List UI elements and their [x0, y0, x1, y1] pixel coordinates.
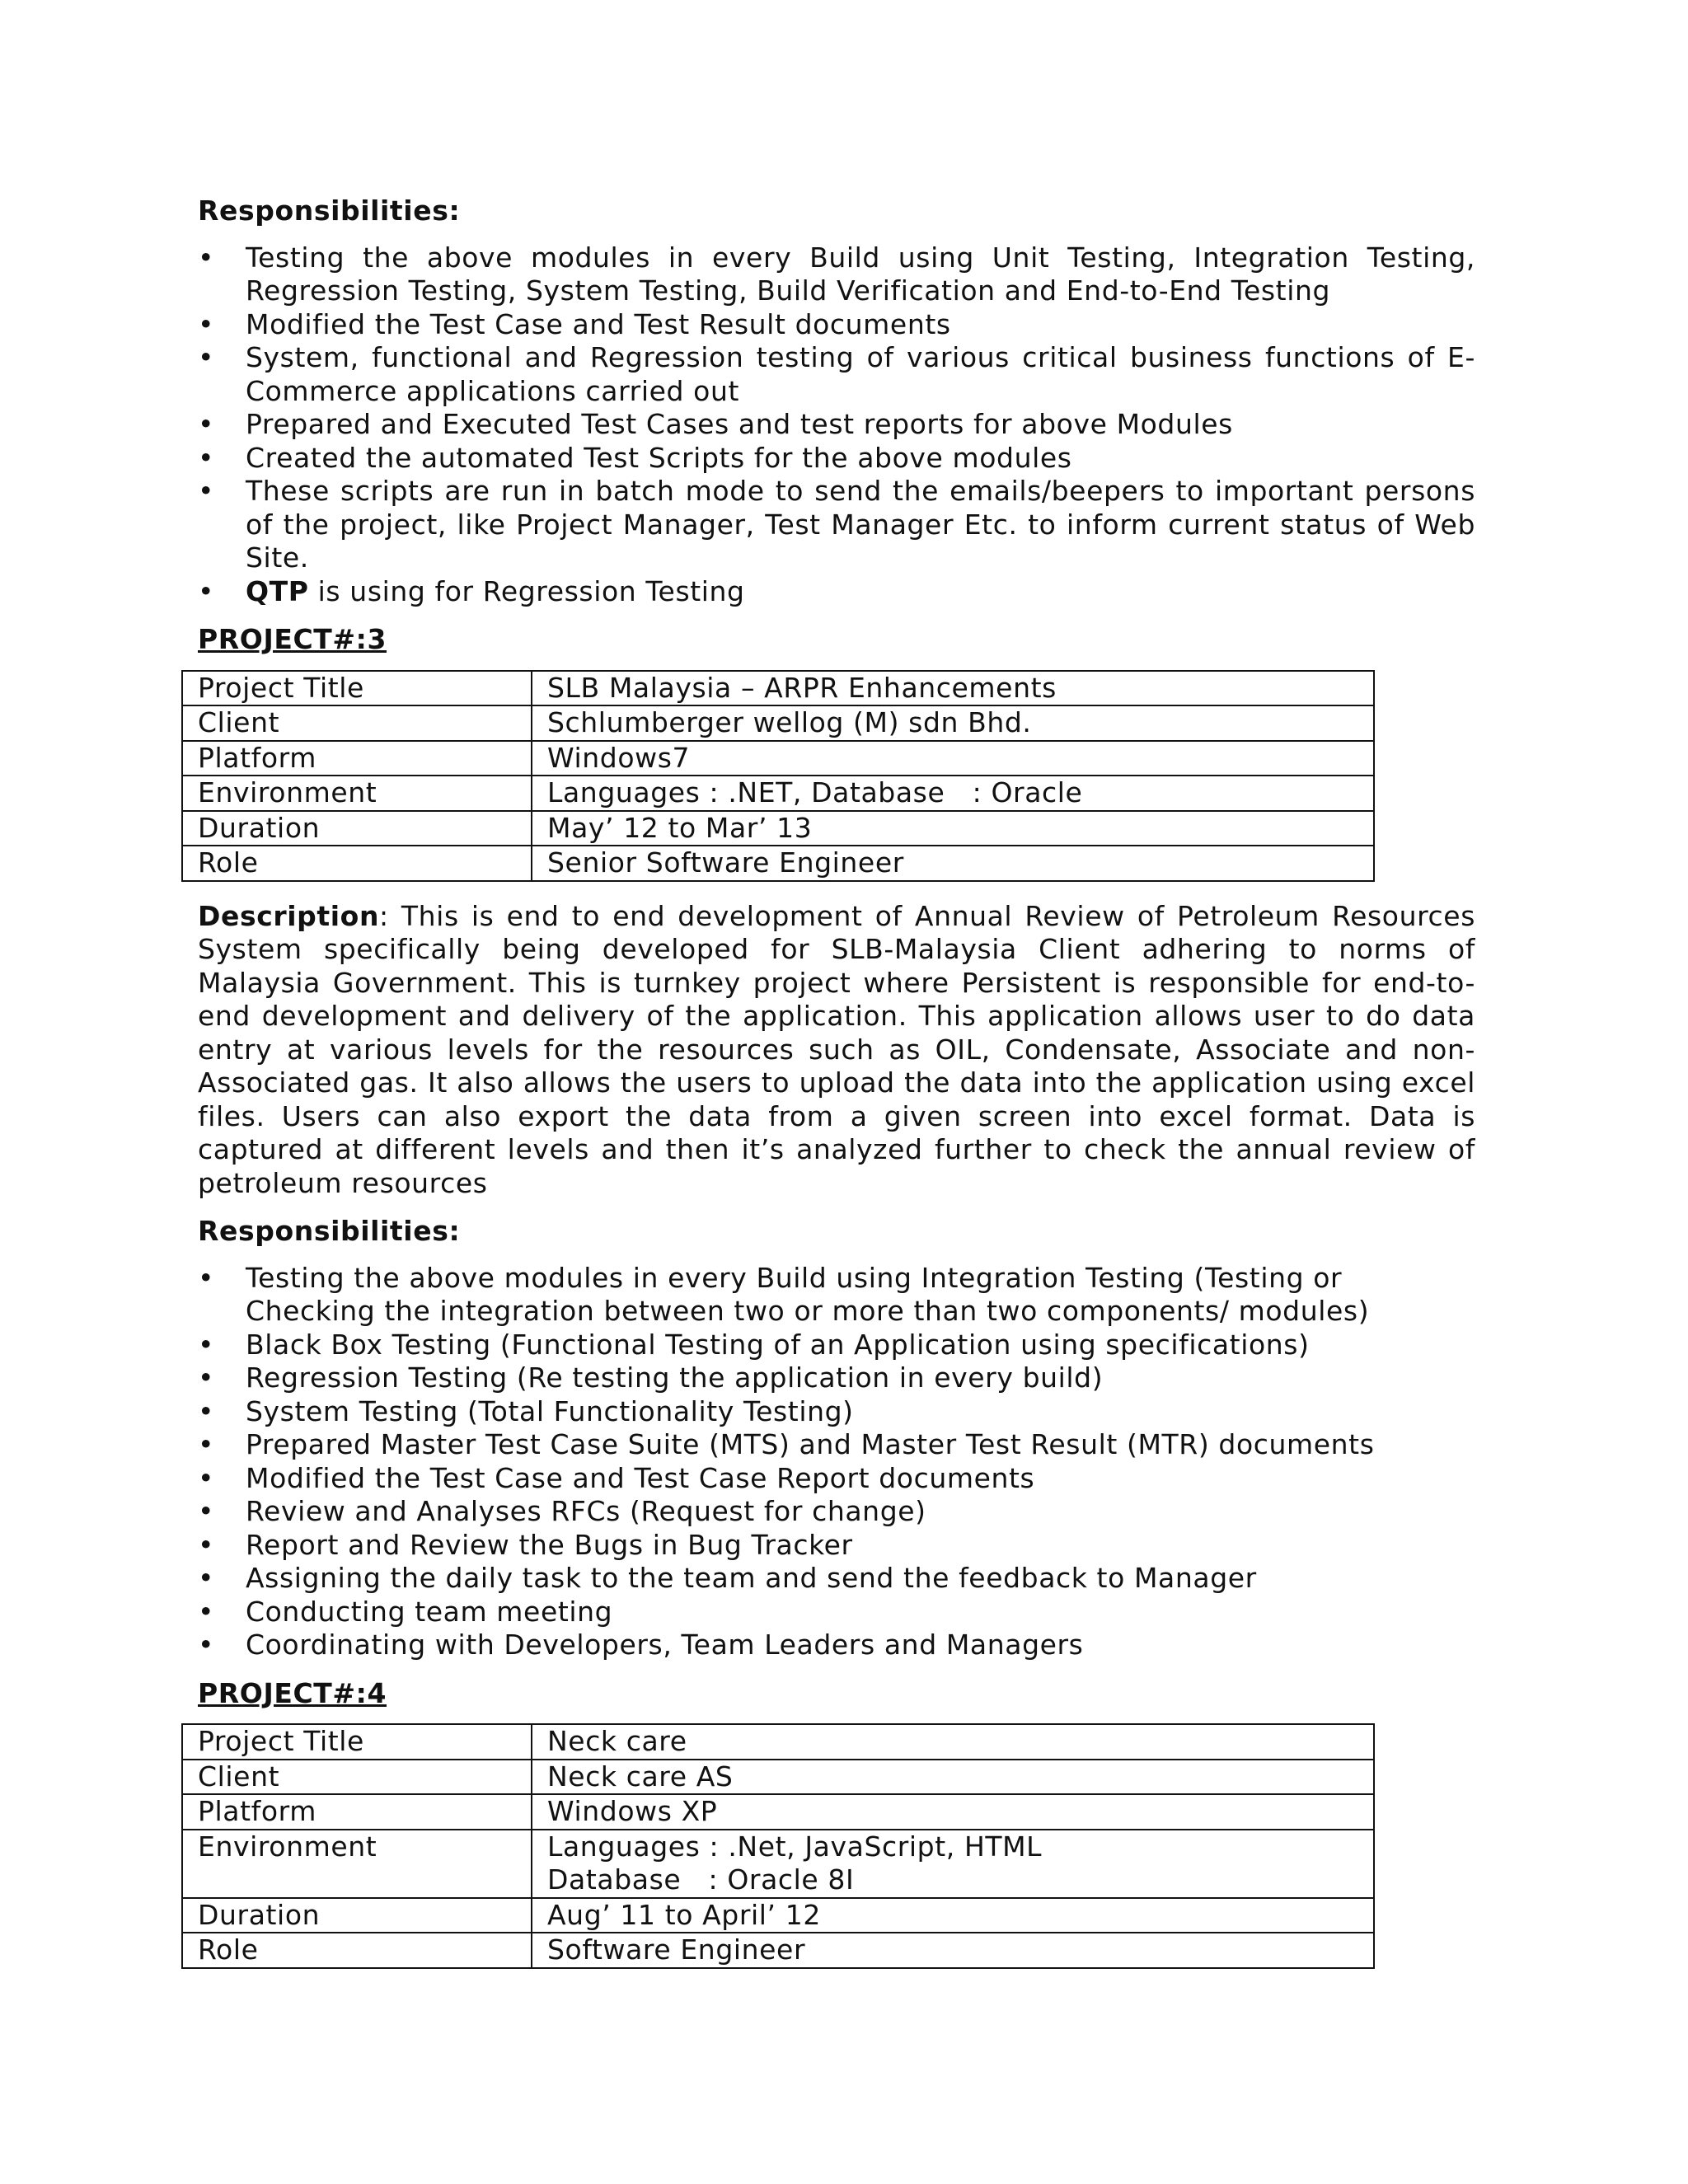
list-item: • Modified the Test Case and Test Case Report documents — [198, 1462, 1475, 1496]
list-item: • System Testing (Total Functionality Testing) — [198, 1395, 1475, 1429]
table-key: Environment — [182, 776, 532, 811]
table-key: Duration — [182, 1898, 532, 1933]
table-row — [182, 1724, 1374, 1760]
table-value: Windows XP — [532, 1794, 1374, 1830]
project-3-responsibilities-list — [198, 1262, 1475, 1662]
project-4-table — [181, 1723, 1375, 1969]
table-value: Schlumberger wellog (M) sdn Bhd. — [532, 705, 1374, 741]
list-item: • Regression Testing (Re testing the application in every build) — [198, 1361, 1475, 1395]
list-item: • Conducting team meeting — [198, 1596, 1475, 1629]
list-item: • Created the automated Test Scripts for the above modules — [198, 442, 1475, 476]
table-value — [532, 1830, 1374, 1898]
list-item: • Prepared Master Test Case Suite (MTS) and Master Test Result (MTR) documents — [198, 1428, 1475, 1462]
responsibilities-list — [198, 241, 1475, 609]
list-item: • These scripts are run in batch mode to send the emails/beepers to important persons of the project, like Project Manager, Test Manager Etc. to inform current status of Web Site. — [198, 475, 1475, 575]
responsibilities-heading: Responsibilities: — [198, 194, 461, 227]
table-value: Languages : .NET, Database : Oracle — [532, 776, 1374, 811]
environment-database: Database : Oracle 8I — [547, 1863, 855, 1896]
table-row — [182, 1898, 1374, 1933]
table-row — [182, 1933, 1374, 1968]
list-item: • Prepared and Executed Test Cases and test reports for above Modules — [198, 408, 1475, 442]
list-item: • Review and Analyses RFCs (Request for change) — [198, 1495, 1475, 1529]
list-item: • Coordinating with Developers, Team Leaders and Managers — [198, 1629, 1475, 1662]
table-row — [182, 705, 1374, 741]
table-key: Project Title — [182, 1724, 532, 1760]
document-page — [198, 194, 1475, 1987]
list-item — [198, 575, 1475, 609]
list-item: • Modified the Test Case and Test Result documents — [198, 308, 1475, 342]
table-key: Client — [182, 705, 532, 741]
table-row — [182, 741, 1374, 776]
list-item: • Testing the above modules in every Build using Unit Testing, Integration Testing, Regression Testing, System Testing, Build Verification and End-to-End Testing — [198, 241, 1475, 308]
table-row — [182, 671, 1374, 706]
table-value: Software Engineer — [532, 1933, 1374, 1968]
table-value: Neck care — [532, 1724, 1374, 1760]
environment-languages: Languages : .Net, JavaScript, HTML — [547, 1830, 1043, 1863]
list-item: • System, functional and Regression testing of various critical business functions of E-Commerce applications carried out — [198, 341, 1475, 408]
project-3-description — [198, 900, 1475, 1201]
table-row — [182, 1794, 1374, 1830]
qtp-text: is using for Regression Testing — [308, 574, 745, 607]
table-key: Role — [182, 846, 532, 881]
project-3-heading: PROJECT#:3 — [198, 623, 387, 655]
qtp-label: QTP — [246, 574, 309, 607]
table-key: Environment — [182, 1830, 532, 1898]
list-item: • Report and Review the Bugs in Bug Tracker — [198, 1529, 1475, 1563]
table-value: SLB Malaysia – ARPR Enhancements — [532, 671, 1374, 706]
project-4-heading: PROJECT#:4 — [198, 1676, 387, 1709]
table-key: Project Title — [182, 671, 532, 706]
description-label: Description — [198, 899, 380, 932]
responsibilities-heading: Responsibilities: — [198, 1215, 461, 1247]
table-row — [182, 776, 1374, 811]
table-row — [182, 1760, 1374, 1795]
description-text: : This is end to end development of Annual Review of Petroleum Resources System specifically being developed for SLB-Malaysia Client adhering to norms of Malaysia Government. This is turnkey project where Persistent is responsible for end-to-end development and delivery of the application. This application allows user to do data entry at various levels for the resources such as OIL, Condensate, Associate and non-Associated gas. It also allows the users to upload the data into the application using excel files. Users can also export the data from a given screen into excel format. Data is captured at different levels and then it’s analyzed further to check the annual review of petroleum resources — [198, 899, 1475, 1199]
table-value: Aug’ 11 to April’ 12 — [532, 1898, 1374, 1933]
list-item: • Testing the above modules in every Build using Integration Testing (Testing or Checking the integration between two or more than two components/ modules) — [198, 1262, 1475, 1329]
table-key: Client — [182, 1760, 532, 1795]
list-item: • Assigning the daily task to the team and send the feedback to Manager — [198, 1562, 1475, 1596]
table-value: May’ 12 to Mar’ 13 — [532, 811, 1374, 846]
list-item: • Black Box Testing (Functional Testing of an Application using specifications) — [198, 1329, 1475, 1362]
table-row — [182, 846, 1374, 881]
table-key: Platform — [182, 1794, 532, 1830]
project-3-table — [181, 670, 1375, 882]
table-value: Senior Software Engineer — [532, 846, 1374, 881]
table-key: Platform — [182, 741, 532, 776]
table-row — [182, 1830, 1374, 1898]
table-value: Windows7 — [532, 741, 1374, 776]
table-value: Neck care AS — [532, 1760, 1374, 1795]
table-key: Duration — [182, 811, 532, 846]
table-row — [182, 811, 1374, 846]
table-key: Role — [182, 1933, 532, 1968]
